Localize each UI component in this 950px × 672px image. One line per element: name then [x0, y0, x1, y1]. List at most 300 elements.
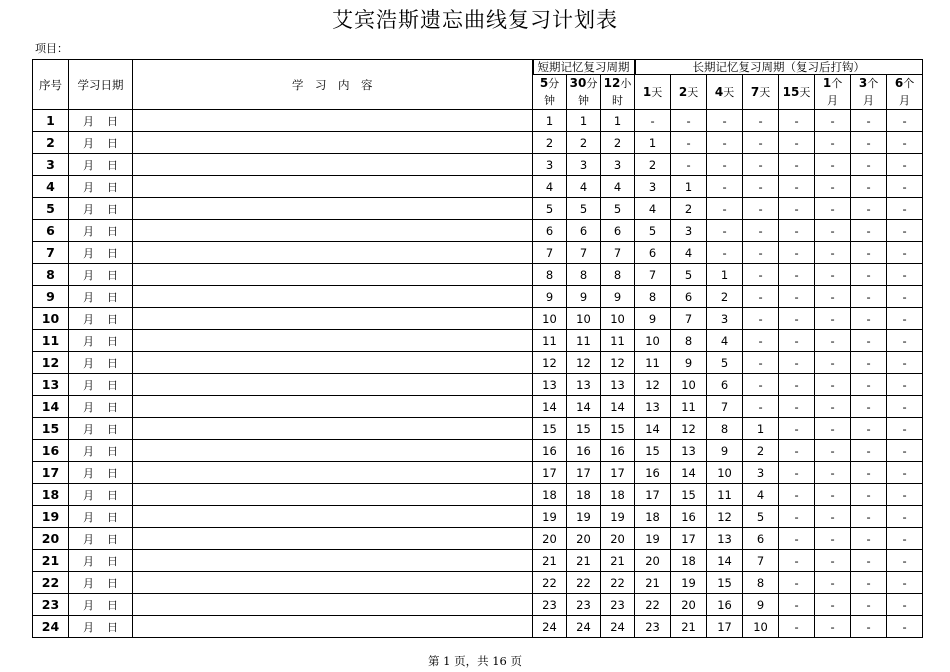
- long-term-review-cell[interactable]: 23: [635, 616, 671, 638]
- long-term-review-cell[interactable]: -: [851, 572, 887, 594]
- interval-unit-tail: 钟: [578, 94, 589, 107]
- long-term-review-cell[interactable]: -: [779, 418, 815, 440]
- long-term-review-cell[interactable]: -: [779, 528, 815, 550]
- long-term-review-cell[interactable]: -: [779, 264, 815, 286]
- long-term-review-cell[interactable]: 2: [743, 440, 779, 462]
- long-term-review-cell[interactable]: 3: [671, 220, 707, 242]
- short-term-review-cell: 12: [601, 352, 635, 374]
- long-term-review-cell[interactable]: 2: [707, 286, 743, 308]
- long-term-review-cell[interactable]: -: [743, 286, 779, 308]
- long-term-review-cell[interactable]: -: [743, 176, 779, 198]
- long-term-review-cell[interactable]: -: [887, 528, 923, 550]
- study-date-cell[interactable]: [69, 110, 133, 132]
- long-term-review-cell[interactable]: -: [779, 154, 815, 176]
- study-date-cell[interactable]: [69, 286, 133, 308]
- long-term-review-cell[interactable]: 6: [635, 242, 671, 264]
- long-term-review-cell[interactable]: 21: [671, 616, 707, 638]
- long-term-review-cell[interactable]: -: [815, 462, 851, 484]
- study-content-cell[interactable]: [133, 286, 533, 308]
- long-term-review-cell[interactable]: -: [815, 286, 851, 308]
- long-term-review-cell[interactable]: -: [887, 352, 923, 374]
- study-date-cell[interactable]: [69, 418, 133, 440]
- long-term-review-cell[interactable]: 16: [671, 506, 707, 528]
- long-term-review-cell[interactable]: -: [851, 396, 887, 418]
- short-term-review-cell: 11: [567, 330, 601, 352]
- study-date-cell[interactable]: [69, 484, 133, 506]
- long-term-review-cell[interactable]: 5: [671, 264, 707, 286]
- long-term-review-cell[interactable]: -: [815, 330, 851, 352]
- day-label: 日: [107, 136, 118, 150]
- long-term-review-cell[interactable]: -: [815, 110, 851, 132]
- long-term-review-cell[interactable]: -: [815, 132, 851, 154]
- long-term-review-cell[interactable]: 16: [635, 462, 671, 484]
- long-term-review-cell[interactable]: -: [887, 132, 923, 154]
- long-term-review-cell[interactable]: -: [779, 572, 815, 594]
- month-label: 月: [83, 510, 94, 524]
- table-row: [33, 550, 923, 572]
- long-term-review-cell[interactable]: 3: [743, 462, 779, 484]
- long-term-review-cell[interactable]: 7: [671, 308, 707, 330]
- short-term-review-cell: 1: [567, 110, 601, 132]
- long-term-review-cell[interactable]: -: [779, 506, 815, 528]
- study-date-cell[interactable]: [69, 528, 133, 550]
- month-label: 月: [83, 466, 94, 480]
- long-interval-header-0: [635, 75, 671, 110]
- long-term-review-cell[interactable]: -: [671, 154, 707, 176]
- interval-number: 15: [782, 84, 800, 99]
- long-term-review-cell[interactable]: 10: [743, 616, 779, 638]
- long-term-review-cell[interactable]: 3: [707, 308, 743, 330]
- long-term-review-cell[interactable]: -: [851, 242, 887, 264]
- study-content-cell[interactable]: [133, 330, 533, 352]
- long-term-review-cell[interactable]: -: [887, 264, 923, 286]
- long-term-review-cell[interactable]: -: [815, 506, 851, 528]
- short-term-review-cell: 12: [567, 352, 601, 374]
- study-date-cell[interactable]: [69, 220, 133, 242]
- long-term-review-cell[interactable]: 12: [671, 418, 707, 440]
- study-date-cell[interactable]: [69, 176, 133, 198]
- long-term-review-cell[interactable]: 19: [671, 572, 707, 594]
- study-date-cell[interactable]: [69, 616, 133, 638]
- long-term-review-cell[interactable]: 15: [671, 484, 707, 506]
- short-term-review-cell: 2: [567, 132, 601, 154]
- short-term-review-cell: 15: [567, 418, 601, 440]
- month-label: 月: [83, 422, 94, 436]
- long-term-review-cell[interactable]: -: [671, 132, 707, 154]
- long-term-review-cell[interactable]: 9: [743, 594, 779, 616]
- long-term-review-cell[interactable]: 4: [707, 330, 743, 352]
- long-term-review-cell[interactable]: -: [743, 154, 779, 176]
- table-row: [33, 330, 923, 352]
- long-term-review-cell[interactable]: -: [887, 176, 923, 198]
- long-term-review-cell[interactable]: -: [851, 352, 887, 374]
- long-term-review-cell[interactable]: -: [851, 264, 887, 286]
- long-term-review-cell[interactable]: -: [887, 440, 923, 462]
- study-content-cell[interactable]: [133, 572, 533, 594]
- short-term-review-cell: 1: [533, 110, 567, 132]
- short-term-review-cell: 23: [567, 594, 601, 616]
- long-term-review-cell[interactable]: -: [779, 374, 815, 396]
- long-term-review-cell[interactable]: -: [887, 550, 923, 572]
- long-term-review-cell[interactable]: -: [851, 374, 887, 396]
- long-term-review-cell[interactable]: -: [851, 440, 887, 462]
- interval-number: 2: [678, 84, 688, 99]
- long-term-review-cell[interactable]: -: [851, 484, 887, 506]
- long-term-review-cell[interactable]: 9: [671, 352, 707, 374]
- study-content-cell[interactable]: [133, 110, 533, 132]
- study-content-cell[interactable]: [133, 594, 533, 616]
- study-content-cell[interactable]: [133, 528, 533, 550]
- study-content-cell[interactable]: [133, 506, 533, 528]
- long-term-review-cell[interactable]: -: [887, 198, 923, 220]
- long-term-review-cell[interactable]: -: [815, 594, 851, 616]
- long-term-review-cell[interactable]: -: [887, 110, 923, 132]
- study-date-cell[interactable]: [69, 352, 133, 374]
- long-term-review-cell[interactable]: 18: [635, 506, 671, 528]
- long-term-review-cell[interactable]: -: [815, 352, 851, 374]
- short-term-review-cell: 16: [533, 440, 567, 462]
- long-term-review-cell[interactable]: 19: [635, 528, 671, 550]
- long-term-review-cell[interactable]: 4: [671, 242, 707, 264]
- short-term-review-cell: 16: [567, 440, 601, 462]
- long-term-review-cell[interactable]: -: [743, 352, 779, 374]
- long-term-review-cell[interactable]: -: [851, 132, 887, 154]
- long-term-review-cell[interactable]: 7: [743, 550, 779, 572]
- long-term-review-cell[interactable]: 15: [707, 572, 743, 594]
- long-term-review-cell[interactable]: 4: [635, 198, 671, 220]
- study-date-cell[interactable]: [69, 132, 133, 154]
- long-term-review-cell[interactable]: 8: [707, 418, 743, 440]
- long-term-review-cell[interactable]: 15: [635, 440, 671, 462]
- day-label: 日: [107, 334, 118, 348]
- study-content-cell[interactable]: [133, 220, 533, 242]
- long-term-review-cell[interactable]: -: [815, 396, 851, 418]
- long-term-review-cell[interactable]: -: [887, 572, 923, 594]
- long-term-review-cell[interactable]: -: [851, 550, 887, 572]
- long-term-review-cell[interactable]: -: [887, 220, 923, 242]
- row-number: 13: [33, 374, 69, 396]
- long-term-review-cell[interactable]: -: [779, 462, 815, 484]
- long-term-review-cell[interactable]: -: [887, 154, 923, 176]
- long-term-review-cell[interactable]: -: [851, 418, 887, 440]
- short-term-review-cell: 14: [567, 396, 601, 418]
- long-term-review-cell[interactable]: -: [887, 396, 923, 418]
- long-term-review-cell[interactable]: -: [887, 330, 923, 352]
- study-content-cell[interactable]: [133, 154, 533, 176]
- long-term-review-cell[interactable]: -: [887, 506, 923, 528]
- short-term-review-cell: 19: [567, 506, 601, 528]
- long-term-review-cell[interactable]: -: [851, 506, 887, 528]
- long-term-review-cell[interactable]: -: [887, 374, 923, 396]
- long-term-review-cell[interactable]: -: [743, 220, 779, 242]
- long-term-review-cell[interactable]: -: [707, 132, 743, 154]
- study-date-cell[interactable]: [69, 242, 133, 264]
- long-term-review-cell[interactable]: 10: [707, 462, 743, 484]
- long-term-review-cell[interactable]: 16: [707, 594, 743, 616]
- long-term-review-cell[interactable]: 18: [671, 550, 707, 572]
- long-term-review-cell[interactable]: -: [707, 242, 743, 264]
- long-term-review-cell[interactable]: 7: [635, 264, 671, 286]
- long-term-review-cell[interactable]: -: [779, 396, 815, 418]
- long-term-review-cell[interactable]: -: [815, 220, 851, 242]
- long-term-review-cell[interactable]: -: [815, 308, 851, 330]
- long-term-review-cell[interactable]: 1: [671, 176, 707, 198]
- long-term-review-cell[interactable]: -: [887, 484, 923, 506]
- row-number: 16: [33, 440, 69, 462]
- long-term-review-cell[interactable]: -: [851, 110, 887, 132]
- study-date-cell[interactable]: [69, 330, 133, 352]
- long-term-review-cell[interactable]: 7: [707, 396, 743, 418]
- month-label: 月: [83, 290, 94, 304]
- long-term-review-cell[interactable]: -: [887, 308, 923, 330]
- study-content-cell[interactable]: [133, 374, 533, 396]
- long-term-review-cell[interactable]: -: [779, 330, 815, 352]
- long-term-review-cell[interactable]: 14: [635, 418, 671, 440]
- table-row: [33, 484, 923, 506]
- long-term-review-cell[interactable]: -: [743, 330, 779, 352]
- long-term-review-cell[interactable]: 5: [707, 352, 743, 374]
- long-term-review-cell[interactable]: -: [815, 572, 851, 594]
- long-term-review-cell[interactable]: -: [851, 286, 887, 308]
- long-term-review-cell[interactable]: -: [815, 198, 851, 220]
- long-term-review-cell[interactable]: -: [851, 154, 887, 176]
- long-term-review-cell[interactable]: 10: [671, 374, 707, 396]
- long-term-review-cell[interactable]: 20: [671, 594, 707, 616]
- long-term-review-cell[interactable]: -: [707, 154, 743, 176]
- long-term-review-cell[interactable]: -: [815, 484, 851, 506]
- study-date-cell[interactable]: [69, 308, 133, 330]
- row-number: 19: [33, 506, 69, 528]
- table-body: [33, 110, 923, 638]
- long-term-review-cell[interactable]: -: [779, 110, 815, 132]
- long-term-review-cell[interactable]: -: [851, 462, 887, 484]
- long-term-review-cell[interactable]: -: [851, 528, 887, 550]
- long-term-review-cell[interactable]: 2: [635, 154, 671, 176]
- study-content-cell[interactable]: [133, 352, 533, 374]
- long-term-review-cell[interactable]: 17: [635, 484, 671, 506]
- row-number: 12: [33, 352, 69, 374]
- long-term-review-cell[interactable]: 17: [707, 616, 743, 638]
- table-row: [33, 352, 923, 374]
- page-footer: 第 1 页，共 16 页: [427, 654, 523, 668]
- long-term-review-cell[interactable]: -: [887, 286, 923, 308]
- long-term-review-cell[interactable]: -: [743, 198, 779, 220]
- short-term-review-cell: 10: [533, 308, 567, 330]
- long-term-review-cell[interactable]: 13: [671, 440, 707, 462]
- long-term-review-cell[interactable]: 17: [671, 528, 707, 550]
- long-term-review-cell[interactable]: 8: [671, 330, 707, 352]
- long-term-review-cell[interactable]: 9: [707, 440, 743, 462]
- day-label: 日: [107, 598, 118, 612]
- long-term-review-cell[interactable]: 20: [635, 550, 671, 572]
- long-term-review-cell[interactable]: 11: [707, 484, 743, 506]
- interval-unit-tail: 月: [899, 94, 911, 107]
- long-term-review-cell[interactable]: -: [779, 132, 815, 154]
- long-term-review-cell[interactable]: -: [743, 132, 779, 154]
- long-term-review-cell[interactable]: -: [815, 242, 851, 264]
- study-date-cell[interactable]: [69, 550, 133, 572]
- long-term-review-cell[interactable]: 8: [635, 286, 671, 308]
- long-term-review-cell[interactable]: -: [779, 484, 815, 506]
- short-term-review-cell: 5: [533, 198, 567, 220]
- study-date-cell[interactable]: [69, 198, 133, 220]
- long-term-review-cell[interactable]: -: [779, 440, 815, 462]
- long-term-review-cell[interactable]: -: [779, 308, 815, 330]
- long-term-review-cell[interactable]: -: [707, 198, 743, 220]
- long-term-review-cell[interactable]: 12: [635, 374, 671, 396]
- study-date-cell[interactable]: [69, 506, 133, 528]
- long-term-review-cell[interactable]: 5: [743, 506, 779, 528]
- long-term-review-cell[interactable]: -: [851, 594, 887, 616]
- long-term-review-cell[interactable]: 11: [671, 396, 707, 418]
- month-label: 月: [83, 488, 94, 502]
- study-content-cell[interactable]: [133, 132, 533, 154]
- long-term-review-cell[interactable]: -: [815, 264, 851, 286]
- study-content-cell[interactable]: [133, 308, 533, 330]
- long-term-review-cell[interactable]: -: [779, 594, 815, 616]
- study-date-cell[interactable]: [69, 264, 133, 286]
- long-term-review-cell[interactable]: -: [815, 176, 851, 198]
- month-label: 月: [83, 334, 94, 348]
- long-term-review-cell[interactable]: -: [635, 110, 671, 132]
- long-term-review-cell[interactable]: 21: [635, 572, 671, 594]
- month-label: 月: [83, 444, 94, 458]
- study-content-cell[interactable]: [133, 176, 533, 198]
- long-term-review-cell[interactable]: 2: [671, 198, 707, 220]
- long-term-review-cell[interactable]: -: [779, 198, 815, 220]
- long-term-review-cell[interactable]: -: [743, 396, 779, 418]
- long-term-review-cell[interactable]: -: [707, 220, 743, 242]
- long-term-review-cell[interactable]: -: [851, 176, 887, 198]
- long-term-review-cell[interactable]: 8: [743, 572, 779, 594]
- study-content-cell[interactable]: [133, 396, 533, 418]
- long-term-review-cell[interactable]: -: [743, 374, 779, 396]
- long-term-review-cell[interactable]: -: [851, 198, 887, 220]
- study-date-cell[interactable]: [69, 572, 133, 594]
- short-term-review-cell: 2: [601, 132, 635, 154]
- project-label: 项目：: [35, 42, 68, 55]
- study-date-cell[interactable]: [69, 594, 133, 616]
- long-term-review-cell[interactable]: 6: [707, 374, 743, 396]
- long-term-review-cell[interactable]: -: [851, 330, 887, 352]
- long-term-review-cell[interactable]: 22: [635, 594, 671, 616]
- long-term-review-cell[interactable]: -: [815, 440, 851, 462]
- long-term-review-cell[interactable]: -: [815, 418, 851, 440]
- long-term-review-cell[interactable]: 12: [707, 506, 743, 528]
- long-term-review-cell[interactable]: -: [779, 242, 815, 264]
- study-date-cell[interactable]: [69, 440, 133, 462]
- long-term-review-cell[interactable]: 1: [635, 132, 671, 154]
- long-term-review-cell[interactable]: 9: [635, 308, 671, 330]
- long-term-review-cell[interactable]: 13: [707, 528, 743, 550]
- long-term-review-cell[interactable]: 14: [671, 462, 707, 484]
- long-term-review-cell[interactable]: -: [851, 308, 887, 330]
- long-term-review-cell[interactable]: 6: [743, 528, 779, 550]
- long-term-review-cell[interactable]: 14: [707, 550, 743, 572]
- long-term-review-cell[interactable]: 13: [635, 396, 671, 418]
- study-content-cell[interactable]: [133, 242, 533, 264]
- study-date-cell[interactable]: [69, 462, 133, 484]
- long-term-review-cell[interactable]: 3: [635, 176, 671, 198]
- short-term-review-cell: 20: [533, 528, 567, 550]
- long-term-review-cell[interactable]: 5: [635, 220, 671, 242]
- day-label: 日: [107, 268, 118, 282]
- long-term-review-cell[interactable]: -: [815, 616, 851, 638]
- long-term-review-cell[interactable]: -: [887, 616, 923, 638]
- long-term-review-cell[interactable]: -: [743, 264, 779, 286]
- long-term-review-cell[interactable]: -: [887, 242, 923, 264]
- study-content-cell[interactable]: [133, 264, 533, 286]
- study-date-cell[interactable]: [69, 396, 133, 418]
- long-term-review-cell[interactable]: -: [671, 110, 707, 132]
- study-content-cell[interactable]: [133, 198, 533, 220]
- long-term-review-cell[interactable]: -: [707, 176, 743, 198]
- long-term-review-cell[interactable]: -: [743, 110, 779, 132]
- short-term-review-cell: 4: [601, 176, 635, 198]
- short-term-review-cell: 6: [567, 220, 601, 242]
- long-term-review-cell[interactable]: -: [779, 550, 815, 572]
- study-content-cell[interactable]: [133, 484, 533, 506]
- day-label: 日: [107, 466, 118, 480]
- long-term-review-cell[interactable]: -: [815, 154, 851, 176]
- table-row: [33, 440, 923, 462]
- study-date-cell[interactable]: [69, 374, 133, 396]
- long-term-review-cell[interactable]: -: [815, 528, 851, 550]
- long-term-review-cell[interactable]: 11: [635, 352, 671, 374]
- interval-number: 5: [539, 76, 549, 90]
- long-term-review-cell[interactable]: 10: [635, 330, 671, 352]
- long-term-review-cell[interactable]: -: [743, 242, 779, 264]
- long-term-review-cell[interactable]: -: [779, 352, 815, 374]
- long-term-review-cell[interactable]: -: [815, 374, 851, 396]
- study-content-cell[interactable]: [133, 616, 533, 638]
- long-term-review-cell[interactable]: 6: [671, 286, 707, 308]
- study-content-cell[interactable]: [133, 550, 533, 572]
- long-term-review-cell[interactable]: -: [851, 220, 887, 242]
- long-term-review-cell[interactable]: 4: [743, 484, 779, 506]
- long-term-review-cell[interactable]: -: [779, 616, 815, 638]
- short-term-review-cell: 20: [601, 528, 635, 550]
- study-content-cell[interactable]: [133, 440, 533, 462]
- table-row: [33, 572, 923, 594]
- long-term-review-cell[interactable]: -: [887, 594, 923, 616]
- long-term-review-cell[interactable]: -: [887, 418, 923, 440]
- row-number: 5: [33, 198, 69, 220]
- study-date-cell[interactable]: [69, 154, 133, 176]
- long-term-review-cell[interactable]: -: [779, 286, 815, 308]
- study-content-cell[interactable]: [133, 462, 533, 484]
- long-term-review-cell[interactable]: -: [815, 550, 851, 572]
- day-label: 日: [107, 114, 118, 128]
- study-content-cell[interactable]: [133, 418, 533, 440]
- long-term-review-cell[interactable]: -: [707, 110, 743, 132]
- long-term-review-cell[interactable]: 1: [707, 264, 743, 286]
- short-term-review-cell: 23: [601, 594, 635, 616]
- long-term-review-cell[interactable]: 1: [743, 418, 779, 440]
- long-term-review-cell[interactable]: -: [779, 220, 815, 242]
- long-term-review-cell[interactable]: -: [779, 176, 815, 198]
- table-row: [33, 528, 923, 550]
- long-term-review-cell[interactable]: -: [743, 308, 779, 330]
- short-term-review-cell: 20: [567, 528, 601, 550]
- long-term-review-cell[interactable]: -: [887, 462, 923, 484]
- day-label: 日: [107, 510, 118, 524]
- long-term-group-header: 长期记忆复习周期（复习后打钩）: [635, 60, 923, 75]
- short-term-review-cell: 10: [567, 308, 601, 330]
- month-label: 月: [83, 246, 94, 260]
- long-term-review-cell[interactable]: -: [851, 616, 887, 638]
- short-term-review-cell: 4: [533, 176, 567, 198]
